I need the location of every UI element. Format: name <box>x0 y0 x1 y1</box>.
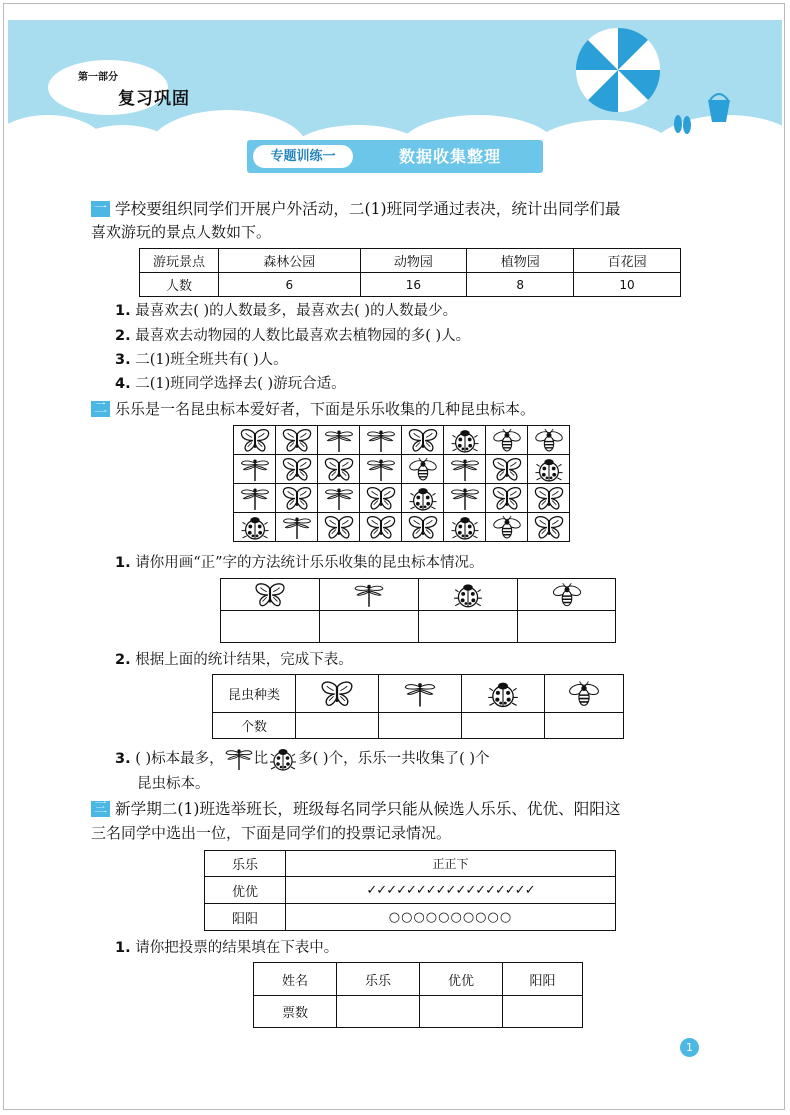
grid-cell <box>276 455 318 484</box>
butterfly-icon <box>533 515 565 540</box>
vote-record: 正正下 <box>286 851 616 877</box>
section-badge-1: 一 <box>91 201 110 217</box>
ladybug-icon <box>449 428 481 453</box>
grid-cell <box>318 426 360 455</box>
butterfly-icon <box>323 457 355 482</box>
grid-cell <box>360 513 402 542</box>
result-cell[interactable] <box>420 996 503 1028</box>
table-row-label: 票数 <box>254 996 337 1028</box>
vote-record: ✓✓✓✓✓✓✓✓✓✓✓✓✓✓✓✓✓ <box>286 877 616 904</box>
table-cell: 6 <box>219 273 361 297</box>
grid-cell <box>402 426 444 455</box>
grid-cell <box>444 513 486 542</box>
bee-icon <box>533 428 565 453</box>
question-1-4: 4. 二(1)班同学选择去( )游玩合适。 <box>115 376 346 392</box>
flip-flops-icon <box>670 112 694 136</box>
result-cell[interactable] <box>337 996 420 1028</box>
part-label: 第一部分 <box>78 72 118 83</box>
question-1-2: 2. 最喜欢去动物园的人数比最喜欢去植物园的多( )人。 <box>115 328 471 344</box>
grid-cell <box>318 513 360 542</box>
grid-row <box>234 484 570 513</box>
part-title: 复习巩固 <box>118 89 190 109</box>
section1-intro-line1: 学校要组织同学们开展户外活动，二(1)班同学通过表决，统计出同学们最 <box>115 200 621 218</box>
tally-header <box>518 579 616 611</box>
grid-cell <box>486 455 528 484</box>
count-header <box>462 675 545 713</box>
vote-name: 乐乐 <box>205 851 286 877</box>
question-2-1: 1. 请你用画“正”字的方法统计乐乐收集的昆虫标本情况。 <box>115 555 484 571</box>
grid-cell <box>234 513 276 542</box>
bucket-icon <box>704 92 734 124</box>
question-2-3-line2: 昆虫标本。 <box>137 776 210 792</box>
grid-cell <box>318 484 360 513</box>
ladybug-icon <box>407 486 439 511</box>
vote-result-table <box>253 962 583 1028</box>
ladybug-icon <box>239 515 271 540</box>
dragonfly-icon <box>224 747 254 771</box>
table-cell: 10 <box>574 273 681 297</box>
grid-cell <box>360 455 402 484</box>
grid-cell <box>528 484 570 513</box>
table-header: 优优 <box>420 963 503 996</box>
grid-cell <box>360 484 402 513</box>
tally-cell[interactable] <box>518 611 616 643</box>
dragonfly-icon <box>239 457 271 482</box>
count-header <box>296 675 379 713</box>
grid-cell <box>402 513 444 542</box>
section1-intro-line2: 喜欢游玩的景点人数如下。 <box>91 223 272 241</box>
tally-cell[interactable] <box>419 611 518 643</box>
topic-title: 数据收集整理 <box>398 147 501 166</box>
table-header: 姓名 <box>254 963 337 996</box>
grid-cell <box>402 484 444 513</box>
table-header: 森林公园 <box>219 249 361 273</box>
count-header <box>545 675 624 713</box>
butterfly-icon <box>365 486 397 511</box>
count-cell[interactable] <box>545 713 624 739</box>
ladybug-icon <box>533 457 565 482</box>
topic-bar <box>247 140 543 173</box>
butterfly-icon <box>491 486 523 511</box>
grid-cell <box>444 484 486 513</box>
umbrella-icon <box>568 25 668 115</box>
grid-cell <box>528 426 570 455</box>
question-2-3: 3. ( )标本最多， 比 多( )个，乐乐一共收集了( )个 <box>115 747 490 771</box>
grid-row <box>234 455 570 484</box>
count-cell[interactable] <box>296 713 379 739</box>
tally-header <box>221 579 320 611</box>
result-cell[interactable] <box>503 996 583 1028</box>
butterfly-icon <box>239 428 271 453</box>
dragonfly-icon <box>449 457 481 482</box>
ladybug-icon <box>268 747 298 771</box>
table-header: 游玩景点 <box>140 249 219 273</box>
table-cell: 16 <box>360 273 467 297</box>
tally-header <box>320 579 419 611</box>
table-header: 动物园 <box>360 249 467 273</box>
butterfly-icon <box>281 457 313 482</box>
grid-cell <box>486 426 528 455</box>
dragonfly-icon <box>365 428 397 453</box>
grid-cell <box>318 455 360 484</box>
dragonfly-icon <box>281 515 313 540</box>
count-cell[interactable] <box>379 713 462 739</box>
dragonfly-icon <box>323 486 355 511</box>
dragonfly-icon <box>403 680 437 708</box>
butterfly-icon <box>533 486 565 511</box>
grid-cell <box>234 426 276 455</box>
insect-specimen-grid <box>233 425 570 542</box>
grid-cell <box>276 426 318 455</box>
dragonfly-icon <box>365 457 397 482</box>
ladybug-icon <box>452 582 484 608</box>
question-1-1: 1. 最喜欢去( )的人数最多，最喜欢去( )的人数最少。 <box>115 303 458 319</box>
grid-cell <box>444 455 486 484</box>
ladybug-icon <box>449 515 481 540</box>
vote-name: 优优 <box>205 877 286 904</box>
insect-count-table <box>212 674 624 739</box>
grid-row <box>234 426 570 455</box>
bee-icon <box>407 457 439 482</box>
dragonfly-icon <box>449 486 481 511</box>
question-1-3: 3. 二(1)班全班共有( )人。 <box>115 352 288 368</box>
grid-cell <box>360 426 402 455</box>
tally-cell[interactable] <box>320 611 419 643</box>
table-row-label: 人数 <box>140 273 219 297</box>
vote-name: 阳阳 <box>205 904 286 931</box>
count-header <box>379 675 462 713</box>
section3-intro-line1: 新学期二(1)班选举班长，班级每名同学只能从候选人乐乐、优优、阳阳这 <box>115 800 621 818</box>
butterfly-icon <box>320 680 354 708</box>
grid-cell <box>402 455 444 484</box>
question-2-2: 2. 根据上面的统计结果，完成下表。 <box>115 652 353 668</box>
grid-cell <box>234 484 276 513</box>
grid-cell <box>486 484 528 513</box>
vote-record-table <box>204 850 616 931</box>
butterfly-icon <box>365 515 397 540</box>
bee-icon <box>491 515 523 540</box>
butterfly-icon <box>407 515 439 540</box>
count-cell[interactable] <box>462 713 545 739</box>
bee-icon <box>567 680 601 708</box>
table-header: 昆虫种类 <box>213 675 296 713</box>
bee-icon <box>551 582 583 608</box>
grid-cell <box>528 513 570 542</box>
table-header: 百花园 <box>574 249 681 273</box>
table-header: 乐乐 <box>337 963 420 996</box>
table-header: 植物园 <box>467 249 574 273</box>
butterfly-icon <box>254 582 286 608</box>
grid-cell <box>444 426 486 455</box>
topic-label: 专题训练一 <box>253 145 353 168</box>
vote-record: ○○○○○○○○○○ <box>286 904 616 931</box>
grid-row <box>234 513 570 542</box>
tally-cell[interactable] <box>221 611 320 643</box>
section2-intro: 乐乐是一名昆虫标本爱好者，下面是乐乐收集的几种昆虫标本。 <box>115 400 536 418</box>
grid-cell <box>276 484 318 513</box>
scenic-spot-table <box>139 248 681 297</box>
butterfly-icon <box>407 428 439 453</box>
butterfly-icon <box>281 486 313 511</box>
tally-header <box>419 579 518 611</box>
butterfly-icon <box>323 515 355 540</box>
dragonfly-icon <box>353 582 385 608</box>
tally-table <box>220 578 616 643</box>
bee-icon <box>491 428 523 453</box>
butterfly-icon <box>491 457 523 482</box>
ladybug-icon <box>486 680 520 708</box>
grid-cell <box>234 455 276 484</box>
table-header: 阳阳 <box>503 963 583 996</box>
grid-cell <box>528 455 570 484</box>
table-row-label: 个数 <box>213 713 296 739</box>
section-badge-2: 二 <box>91 401 110 417</box>
section3-intro-line2: 三名同学中选出一位，下面是同学们的投票记录情况。 <box>91 824 452 842</box>
grid-cell <box>276 513 318 542</box>
page-number: 1 <box>680 1038 699 1057</box>
grid-cell <box>486 513 528 542</box>
dragonfly-icon <box>239 486 271 511</box>
question-3-1: 1. 请你把投票的结果填在下表中。 <box>115 940 339 956</box>
butterfly-icon <box>281 428 313 453</box>
dragonfly-icon <box>323 428 355 453</box>
section-badge-3: 三 <box>91 801 110 817</box>
table-cell: 8 <box>467 273 574 297</box>
